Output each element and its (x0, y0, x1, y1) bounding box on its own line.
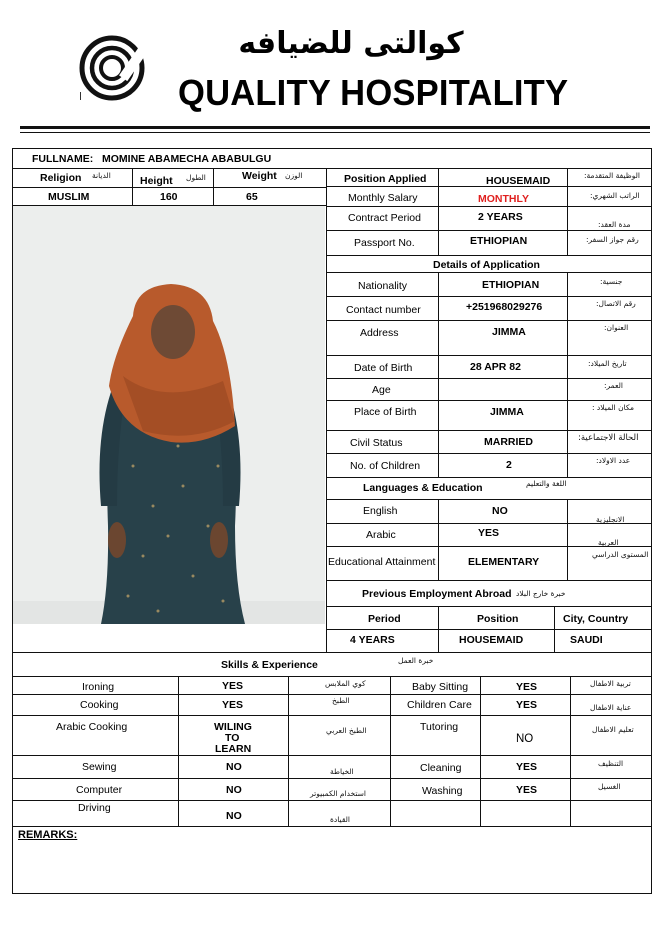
education-label-arabic: المستوى الدراسي (592, 550, 649, 559)
civil-status-label: Civil Status (350, 437, 403, 449)
contract-period-value: 2 YEARS (478, 211, 523, 223)
age-label-arabic: العمر: (604, 381, 623, 390)
skill-driving-value: NO (226, 810, 242, 822)
applicant-photo (13, 206, 325, 624)
divider (288, 676, 289, 826)
divider (326, 629, 652, 630)
english-label: English (363, 505, 398, 517)
monthly-salary-label: Monthly Salary (348, 192, 418, 204)
divider (132, 168, 133, 206)
height-label-arabic: الطول (186, 173, 206, 182)
divider (12, 826, 652, 827)
company-name: QUALITY HOSPITALITY (178, 72, 569, 113)
arabic-label-arabic: العربية (598, 538, 619, 547)
skill-children-care-value: YES (516, 699, 538, 711)
religion-value: MUSLIM (48, 191, 90, 203)
divider (326, 378, 652, 379)
place-of-birth-label-arabic: مكان الميلاد : (592, 403, 635, 412)
divider (326, 606, 652, 607)
divider (438, 606, 439, 652)
divider (326, 206, 652, 207)
monthly-salary-label-arabic: الراتب الشهري: (590, 191, 640, 200)
divider (567, 272, 568, 477)
divider (326, 272, 652, 273)
divider (480, 676, 481, 826)
monthly-salary-value: MONTHLY (478, 193, 529, 205)
skill-computer-label-arabic: استخدام الكمبيوتر (310, 789, 366, 798)
contract-period-label: Contract Period (348, 212, 421, 224)
address-label: Address (360, 327, 399, 339)
remarks-label: REMARKS: (18, 829, 78, 841)
civil-status-value: MARRIED (484, 436, 533, 448)
contact-number-label: Contact number (346, 304, 421, 316)
religion-label: Religion (40, 172, 82, 184)
skill-baby-sitting-value: YES (516, 681, 538, 693)
divider (326, 255, 652, 256)
divider (326, 355, 652, 356)
divider (326, 453, 652, 454)
passport-label-arabic: رقم جواز السفر: (586, 235, 639, 244)
dob-label: Date of Birth (354, 362, 413, 374)
address-label-arabic: العنوان: (604, 323, 629, 332)
nationality-value: ETHIOPIAN (482, 279, 540, 291)
skill-ironing-label: Ironing (82, 681, 115, 693)
height-label: Height (140, 175, 173, 187)
divider (326, 400, 652, 401)
children-label-arabic: عدد الاولاد: (596, 456, 631, 465)
divider (326, 320, 652, 321)
nationality-label: Nationality (358, 280, 408, 292)
children-value: 2 (506, 459, 512, 471)
weight-label: Weight (242, 170, 277, 182)
skill-cleaning-label-arabic: التنظيف (598, 759, 624, 768)
dob-label-arabic: تاريخ الميلاد: (588, 359, 627, 368)
divider (570, 676, 571, 826)
divider (438, 499, 439, 580)
skill-children-care-label-arabic: عناية الاطفال (590, 703, 632, 712)
skills-section-title: Skills & Experience (221, 659, 318, 671)
skill-tutoring-label: Tutoring (420, 721, 459, 733)
divider (12, 187, 326, 188)
skill-washing-label-arabic: الغسيل (598, 782, 621, 791)
children-label: No. of Children (350, 460, 421, 472)
divider (12, 715, 652, 716)
skill-computer-value: NO (226, 784, 242, 796)
divider (12, 778, 652, 779)
english-value: NO (492, 505, 508, 517)
english-label-arabic: الانجليزية (596, 515, 625, 524)
address-value: JIMMA (492, 326, 526, 338)
education-label: Educational Attainment (328, 556, 436, 568)
employment-col-period: Period (368, 613, 401, 625)
position-applied-label: Position Applied (344, 173, 427, 185)
divider (326, 477, 652, 478)
position-applied-label-arabic: الوظيفة المتقدمة: (584, 171, 640, 180)
employment-city-value: SAUDI (570, 634, 603, 646)
nationality-label-arabic: جنسية: (600, 277, 623, 286)
skill-tutoring-value: NO (516, 733, 534, 745)
fullname-value: MOMINE ABAMECHA ABABULGU (102, 153, 272, 165)
divider (12, 652, 652, 653)
passport-value: ETHIOPIAN (470, 235, 528, 247)
arabic-label: Arabic (366, 529, 396, 541)
divider (178, 676, 179, 826)
contract-period-label-arabic: مدة العقد: (598, 220, 631, 229)
weight-label-arabic: الوزن (285, 171, 303, 180)
weight-value: 65 (246, 191, 258, 203)
passport-label: Passport No. (354, 237, 415, 249)
skill-arabic-cooking-label: Arabic Cooking (56, 721, 128, 733)
company-logo (78, 34, 146, 102)
skill-tutoring-label-arabic: تعليم الاطفال (592, 725, 634, 734)
divider (213, 168, 214, 206)
place-of-birth-value: JIMMA (490, 406, 524, 418)
skill-arabic-cooking-value-line2: TO (225, 732, 240, 744)
divider (438, 168, 439, 256)
skill-baby-sitting-label-arabic: تربية الاطفال (590, 679, 631, 688)
skill-baby-sitting-label: Baby Sitting (412, 681, 469, 693)
employment-section-title-arabic: خبرة خارج البلاد (516, 589, 566, 598)
divider (326, 499, 652, 500)
divider (567, 499, 568, 580)
header-rule-thin (20, 132, 650, 133)
divider (438, 272, 439, 477)
divider (12, 676, 652, 677)
employment-section-title: Previous Employment Abroad (362, 588, 512, 600)
divider (12, 755, 652, 756)
divider (554, 606, 555, 652)
skill-ironing-label-arabic: كوي الملابس (325, 679, 366, 688)
contact-number-value: +251968029276 (466, 301, 543, 313)
skill-sewing-label: Sewing (82, 761, 117, 773)
skill-washing-label: Washing (422, 785, 463, 797)
age-label: Age (372, 384, 391, 396)
employment-col-position: Position (477, 613, 519, 625)
position-applied-value: HOUSEMAID (486, 175, 551, 187)
skill-cooking-label-arabic: الطبخ (332, 696, 350, 705)
skill-sewing-value: NO (226, 761, 242, 773)
skill-sewing-label-arabic: الخياطة (330, 767, 354, 776)
skill-children-care-label: Children Care (407, 699, 472, 711)
skill-cleaning-label: Cleaning (420, 762, 462, 774)
place-of-birth-label: Place of Birth (354, 406, 417, 418)
divider (326, 580, 652, 581)
skill-arabic-cooking-label-arabic: الطبخ العربي (326, 726, 367, 735)
skill-arabic-cooking-value-line3: LEARN (215, 743, 252, 755)
divider (326, 296, 652, 297)
religion-label-arabic: الديانة (92, 171, 111, 180)
divider (567, 168, 568, 256)
header-rule (20, 126, 650, 129)
skill-driving-label: Driving (78, 802, 111, 814)
education-value: ELEMENTARY (468, 556, 540, 568)
languages-section-title: Languages & Education (363, 482, 483, 494)
height-value: 160 (160, 191, 178, 203)
skill-arabic-cooking-value-line1: WILING (214, 721, 252, 733)
civil-status-label-arabic: الحالة الاجتماعية: (578, 433, 639, 443)
skill-driving-label-arabic: القيادة (330, 815, 350, 824)
divider (12, 800, 652, 801)
skill-computer-label: Computer (76, 784, 123, 796)
logo-tick (80, 92, 81, 100)
divider (12, 168, 652, 169)
divider (390, 676, 391, 826)
contact-number-label-arabic: رقم الاتصال: (596, 299, 636, 308)
skill-cooking-value: YES (222, 699, 244, 711)
employment-period-value: 4 YEARS (350, 634, 395, 646)
employment-col-city: City, Country (563, 613, 629, 625)
divider (326, 430, 652, 431)
dob-value: 28 APR 82 (470, 361, 521, 373)
fullname-label: FULLNAME: (32, 153, 94, 165)
languages-section-title-arabic: اللغة والتعليم (526, 479, 567, 488)
skill-cleaning-value: YES (516, 761, 538, 773)
skill-cooking-label: Cooking (80, 699, 119, 711)
skills-section-title-arabic: خبرة العمل (398, 656, 434, 665)
arabic-value: YES (478, 527, 500, 539)
company-name-arabic: كوالتى للضيافه (238, 26, 464, 61)
skill-ironing-value: YES (222, 680, 244, 692)
skill-washing-value: YES (516, 784, 538, 796)
details-section-title: Details of Application (433, 259, 540, 271)
employment-position-value: HOUSEMAID (459, 634, 524, 646)
